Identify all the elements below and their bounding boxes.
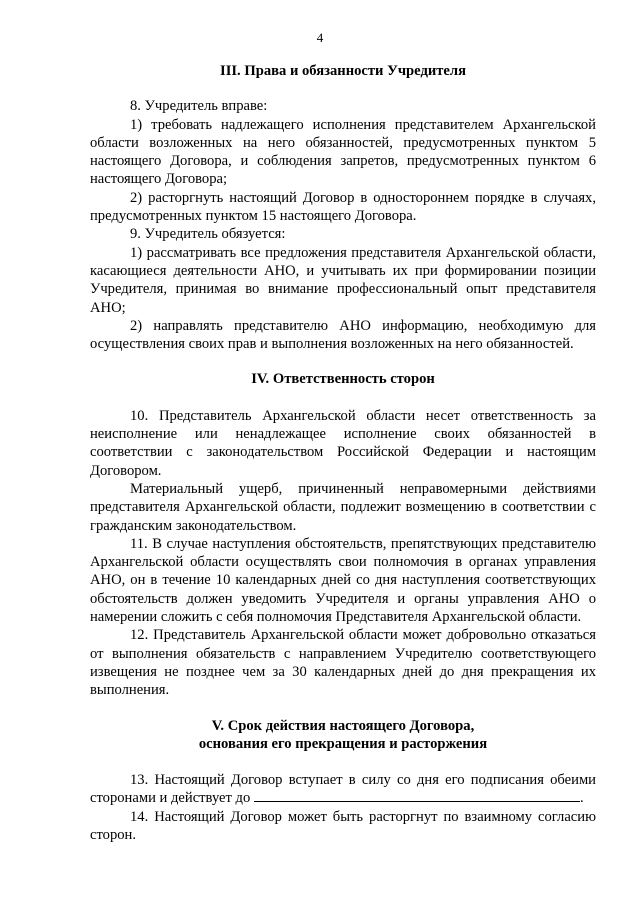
date-blank-line [254, 789, 580, 802]
section-3-heading: III. Права и обязанности Учредителя [220, 63, 466, 79]
paragraph-8-2: 2) расторгнуть настоящий Договор в одностороннем порядке в случаях, предусмотренных пунктом 15 настоящего Договора. [90, 189, 596, 225]
paragraph-11: 11. В случае наступления обстоятельств, препятствующих представителю Архангельской области осуществлять свои полномочия в органах управления АНО, он в течение 10 календарных дней со дня наступления соответствующих обстоятельств должен уведомить Учредителя и органы управления АНО о намерении сложить с себя полномочия Представителя Архангельской области. [90, 535, 596, 626]
paragraph-9: 9. Учредитель обязуется: [130, 226, 286, 243]
paragraph-13-text: 13. Настоящий Договор вступает в силу со дня его подписания обеими сторонами и действует до [90, 772, 596, 807]
paragraph-12: 12. Представитель Архангельской области может добровольно отказаться от выполнения обязательств с направлением Учредителю соответствующего извещения не позднее чем за 30 календарных дней до дня прекращения их выполнения. [90, 627, 596, 699]
paragraph-13 [90, 771, 596, 808]
paragraph-9-2: 2) направлять представителю АНО информацию, необходимую для осуществления своих прав и выполнения возложенных на него обязанностей. [90, 317, 596, 353]
section-5-heading [90, 717, 596, 754]
paragraph-14: 14. Настоящий Договор может быть расторгнут по взаимному согласию сторон. [90, 808, 596, 843]
paragraph-9-1: 1) рассматривать все предложения представителя Архангельской области, касающиеся деятельности АНО, и учитывать их при формировании позиции Учредителя, принимая во внимание профессиональный опыт представителя АНО; [90, 244, 596, 316]
section-4-heading: IV. Ответственность сторон [251, 371, 435, 388]
paragraph-10-damage: Материальный ущерб, причиненный неправомерными действиями представителя Архангельской области, подлежит возмещению в соответствии с гражданским законодательством. [90, 480, 596, 534]
paragraph-8: 8. Учредитель вправе: [130, 98, 268, 115]
section-5-heading-line-2: основания его прекращения и расторжения [198, 735, 488, 752]
paragraph-10: 10. Представитель Архангельской области несет ответственность за неисполнение или ненадлежащее исполнение своих обязанностей в соответствии с законодательством Российской Федерации и настоящим Договором. [90, 407, 596, 479]
page-number: 4 [316, 30, 324, 45]
paragraph-13-end: . [579, 790, 584, 807]
section-5-heading-line-1: V. Срок действия настоящего Договора, [211, 717, 475, 734]
paragraph-8-1: 1) требовать надлежащего исполнения представителем Архангельской области возложенных на него обязанностей, предусмотренных пунктом 5 настоящего Договора, и соблюдения запретов, предусмотренных пунктом 6 настоящего Договора; [90, 116, 596, 188]
document-body [90, 62, 596, 844]
